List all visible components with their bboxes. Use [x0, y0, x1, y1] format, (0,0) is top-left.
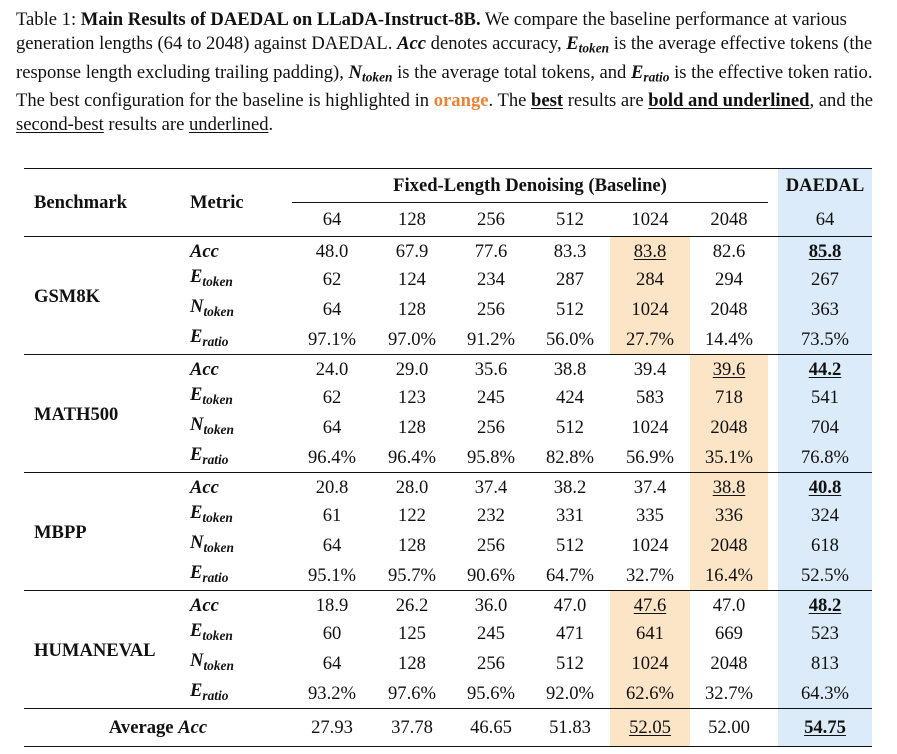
cell-acc: 29.0	[395, 359, 429, 381]
spacer	[768, 560, 778, 591]
orange-word: orange	[433, 90, 489, 112]
cell-etoken: 122	[398, 504, 426, 526]
caption-text: results are	[563, 90, 649, 112]
spacer	[768, 412, 778, 442]
cell-eratio: 95.7%	[387, 564, 437, 586]
cell-ntoken: 64	[322, 534, 342, 556]
metric-subscript: token	[203, 540, 234, 556]
cell-eratio: 97.6%	[387, 682, 437, 704]
metric-acc	[186, 473, 292, 501]
e-symbol: E	[566, 33, 579, 54]
cell-etoken: 234	[477, 268, 505, 290]
average-label: Average	[108, 717, 174, 739]
cell-acc: 38.8	[690, 473, 768, 501]
cell-eratio: 64.7%	[545, 564, 595, 586]
cell-etoken: 718	[690, 382, 768, 412]
caption-text: We compare the baseline performance at various generation lengths (64 to 2048) against DAEDAL.	[16, 9, 847, 54]
cell-acc: 83.3	[553, 241, 587, 262]
caption-text: , and the	[809, 90, 873, 112]
cell-ntoken: 2048	[690, 412, 768, 442]
cell-acc: 37.4	[474, 477, 508, 499]
cell-ntoken: 512	[556, 534, 584, 556]
cell-etoken: 123	[398, 386, 426, 408]
daedal-cell-etoken: 267	[778, 264, 872, 294]
daedal-cell-eratio: 73.5%	[778, 324, 872, 355]
table-caption	[16, 8, 882, 137]
cell-etoken: 471	[556, 622, 584, 644]
metric-eratio	[186, 560, 292, 591]
acc-symbol: Acc	[397, 33, 427, 54]
metric-symbol: Acc	[190, 477, 219, 499]
average-value: 46.65	[470, 717, 512, 739]
metric-eratio	[186, 324, 292, 355]
cell-eratio: 93.2%	[307, 682, 357, 704]
cell-ntoken: 64	[322, 416, 342, 438]
daedal-group-header: DAEDAL	[778, 169, 872, 203]
cell-eratio: 97.0%	[387, 328, 437, 350]
cell-etoken: 669	[715, 622, 743, 644]
daedal-length-header: 64	[778, 203, 872, 237]
cell-acc: 38.8	[553, 359, 587, 381]
cell-ntoken: 1024	[610, 294, 690, 324]
benchmark-name: HUMANEVAL	[34, 640, 156, 662]
cell-etoken: 232	[477, 504, 505, 526]
token-subscript: token	[361, 69, 393, 85]
cell-acc: 83.8	[610, 237, 690, 265]
daedal-cell-acc: 85.8	[778, 237, 872, 265]
cell-eratio: 95.8%	[466, 446, 516, 468]
metric-symbol: E	[190, 384, 203, 406]
metric-ntoken	[186, 412, 292, 442]
spacer	[768, 324, 778, 355]
caption-text: . The	[488, 90, 532, 112]
caption-text: is the effective token ratio. The best configuration for the baseline is highlighted in	[16, 61, 873, 112]
second-best-word: second-best	[16, 114, 104, 136]
daedal-cell-eratio: 64.3%	[778, 678, 872, 709]
baseline-group-header: Fixed-Length Denoising (Baseline)	[292, 169, 768, 203]
average-value-best: 54.75	[778, 709, 872, 747]
metric-ntoken	[186, 530, 292, 560]
cell-acc: 82.6	[712, 241, 746, 262]
caption-text: results are	[103, 114, 189, 136]
cell-acc: 67.9	[395, 241, 429, 262]
cell-ntoken: 512	[556, 652, 584, 674]
cell-acc: 37.4	[633, 477, 667, 499]
spacer	[768, 530, 778, 560]
metric-etoken	[186, 382, 292, 412]
cell-ntoken: 256	[477, 652, 505, 674]
spacer	[768, 237, 778, 265]
caption-text: is the average total tokens, and	[392, 61, 631, 83]
cell-etoken: 336	[690, 500, 768, 530]
metric-symbol: E	[190, 502, 203, 524]
cell-acc: 35.6	[474, 359, 508, 381]
cell-eratio: 32.7%	[625, 564, 675, 586]
cell-acc: 77.6	[474, 241, 508, 262]
metric-acc	[186, 591, 292, 619]
metric-symbol: N	[190, 296, 204, 318]
cell-ntoken: 128	[398, 416, 426, 438]
metric-symbol: N	[190, 650, 204, 672]
metric-ntoken	[186, 294, 292, 324]
metric-acc	[186, 237, 292, 265]
cell-etoken: 62	[322, 386, 342, 408]
cell-acc: 26.2	[395, 595, 429, 617]
cell-eratio: 96.4%	[387, 446, 437, 468]
daedal-cell-ntoken: 363	[778, 294, 872, 324]
cell-eratio: 14.4%	[704, 328, 754, 350]
cell-eratio: 92.0%	[545, 682, 595, 704]
length-header: 512	[556, 209, 584, 230]
metric-symbol: N	[190, 414, 204, 436]
cell-eratio: 62.6%	[610, 678, 690, 709]
metric-subscript: ratio	[202, 688, 229, 704]
average-value: 52.00	[708, 717, 750, 739]
average-value: 51.83	[549, 717, 591, 739]
cell-ntoken: 1024	[610, 648, 690, 678]
best-word: best	[531, 90, 564, 112]
n-symbol: N	[348, 61, 362, 83]
metric-subscript: token	[203, 304, 234, 320]
daedal-cell-ntoken: 813	[778, 648, 872, 678]
metric-subscript: token	[202, 510, 233, 526]
average-value-second-best: 52.05	[610, 709, 690, 747]
daedal-cell-eratio: 52.5%	[778, 560, 872, 591]
cell-acc: 48.0	[315, 241, 349, 262]
spacer	[768, 355, 778, 383]
average-value: 37.78	[391, 717, 433, 739]
length-header: 256	[477, 209, 505, 230]
cell-ntoken: 1024	[631, 416, 669, 438]
spacer	[768, 678, 778, 709]
cell-ntoken: 64	[322, 298, 342, 320]
daedal-cell-eratio: 76.8%	[778, 442, 872, 473]
caption-title: Main Results of DAEDAL on LLaDA-Instruct-8B.	[80, 9, 481, 30]
metric-acc	[186, 355, 292, 383]
length-header: 2048	[710, 209, 748, 230]
daedal-cell-ntoken: 704	[778, 412, 872, 442]
cell-ntoken: 1024	[631, 534, 669, 556]
metric-subscript: token	[202, 628, 233, 644]
length-header: 128	[398, 209, 426, 230]
spacer	[768, 618, 778, 648]
cell-ntoken: 64	[322, 652, 342, 674]
metric-subscript: ratio	[202, 452, 229, 468]
spacer	[768, 473, 778, 501]
metric-symbol: E	[190, 266, 203, 287]
cell-eratio: 95.6%	[466, 682, 516, 704]
cell-ntoken: 128	[398, 298, 426, 320]
metric-symbol: Acc	[190, 241, 219, 262]
metric-subscript: token	[202, 392, 233, 408]
benchmark-name: MATH500	[34, 404, 119, 426]
metric-subscript: token	[202, 274, 233, 290]
cell-ntoken: 2048	[690, 530, 768, 560]
cell-ntoken: 128	[398, 652, 426, 674]
spacer	[768, 382, 778, 412]
cell-ntoken: 2048	[710, 652, 748, 674]
length-header: 1024	[631, 209, 669, 230]
cell-eratio: 90.6%	[466, 564, 516, 586]
cell-eratio: 56.0%	[545, 328, 595, 350]
benchmark-name: MBPP	[34, 522, 87, 544]
cell-etoken: 641	[610, 618, 690, 648]
cell-acc: 47.0	[712, 595, 746, 617]
cell-eratio: 32.7%	[704, 682, 754, 704]
cell-etoken: 287	[556, 268, 584, 290]
spacer	[768, 500, 778, 530]
cell-eratio: 91.2%	[466, 328, 516, 350]
caption-text: .	[268, 114, 274, 136]
cell-etoken: 60	[322, 622, 342, 644]
cell-eratio: 16.4%	[690, 560, 768, 591]
cell-eratio: 95.1%	[307, 564, 357, 586]
cell-acc: 28.0	[395, 477, 429, 499]
caption-text: is the average effective tokens (the response length excluding trailing padding),	[16, 33, 873, 83]
results-table-container	[24, 168, 872, 747]
daedal-cell-etoken: 541	[778, 382, 872, 412]
cell-ntoken: 256	[477, 298, 505, 320]
cell-etoken: 294	[715, 268, 743, 290]
cell-ntoken: 256	[477, 416, 505, 438]
cell-etoken: 331	[556, 504, 584, 526]
cell-ntoken: 128	[398, 534, 426, 556]
results-table	[24, 168, 872, 747]
cell-etoken: 245	[477, 622, 505, 644]
spacer	[768, 294, 778, 324]
average-acc-symbol: Acc	[178, 717, 208, 739]
daedal-cell-acc: 48.2	[778, 591, 872, 619]
ratio-subscript: ratio	[643, 69, 670, 85]
metric-subscript: ratio	[202, 334, 229, 350]
metric-symbol: E	[190, 680, 203, 702]
spacer	[768, 709, 778, 747]
length-header: 64	[322, 209, 342, 230]
daedal-cell-etoken: 523	[778, 618, 872, 648]
col-metric-header: Metric	[190, 192, 244, 213]
metric-subscript: token	[203, 422, 234, 438]
spacer	[768, 264, 778, 294]
metric-subscript: ratio	[202, 570, 229, 586]
underlined-word: underlined	[188, 114, 269, 136]
metric-ntoken	[186, 648, 292, 678]
cell-etoken: 583	[636, 386, 664, 408]
cell-etoken: 62	[322, 268, 342, 290]
metric-symbol: Acc	[190, 595, 219, 617]
benchmark-name: GSM8K	[34, 286, 101, 308]
metric-symbol: Acc	[190, 359, 219, 381]
metric-symbol: E	[190, 326, 203, 348]
metric-symbol: E	[190, 444, 203, 466]
token-subscript: token	[578, 40, 610, 56]
cell-ntoken: 2048	[710, 298, 748, 320]
col-benchmark-header: Benchmark	[34, 192, 127, 213]
metric-symbol: N	[190, 532, 204, 554]
metric-etoken	[186, 500, 292, 530]
spacer	[768, 169, 778, 203]
cell-etoken: 125	[398, 622, 426, 644]
metric-eratio	[186, 442, 292, 473]
cell-eratio: 35.1%	[690, 442, 768, 473]
cell-etoken: 61	[322, 504, 342, 526]
cell-eratio: 97.1%	[307, 328, 357, 350]
spacer	[768, 203, 778, 237]
average-value: 27.93	[311, 717, 353, 739]
cell-etoken: 335	[636, 504, 664, 526]
cell-acc: 36.0	[474, 595, 508, 617]
cell-ntoken: 256	[477, 534, 505, 556]
cell-etoken: 284	[610, 264, 690, 294]
cell-acc: 47.0	[553, 595, 587, 617]
cell-acc: 39.6	[690, 355, 768, 383]
cell-etoken: 124	[398, 268, 426, 290]
daedal-cell-etoken: 324	[778, 500, 872, 530]
caption-label: Table 1:	[16, 9, 77, 30]
metric-eratio	[186, 678, 292, 709]
cell-etoken: 424	[556, 386, 584, 408]
cell-acc: 18.9	[315, 595, 349, 617]
cell-eratio: 82.8%	[545, 446, 595, 468]
daedal-cell-ntoken: 618	[778, 530, 872, 560]
spacer	[768, 591, 778, 619]
average-acc-label	[24, 709, 292, 747]
cell-eratio: 56.9%	[625, 446, 675, 468]
cell-acc: 38.2	[553, 477, 587, 499]
spacer	[768, 442, 778, 473]
metric-symbol: E	[190, 562, 203, 584]
caption-text: denotes accuracy,	[426, 33, 567, 54]
cell-eratio: 96.4%	[307, 446, 357, 468]
cell-acc: 39.4	[633, 359, 667, 381]
cell-ntoken: 512	[556, 416, 584, 438]
cell-acc: 24.0	[315, 359, 349, 381]
daedal-cell-acc: 40.8	[778, 473, 872, 501]
metric-subscript: token	[203, 658, 234, 674]
daedal-cell-acc: 44.2	[778, 355, 872, 383]
metric-symbol: E	[190, 620, 203, 642]
e-symbol: E	[631, 61, 644, 83]
bold-underlined-phrase: bold and underlined	[648, 90, 810, 112]
cell-ntoken: 512	[556, 298, 584, 320]
spacer	[768, 648, 778, 678]
cell-acc: 47.6	[610, 591, 690, 619]
cell-etoken: 245	[477, 386, 505, 408]
metric-etoken	[186, 618, 292, 648]
cell-acc: 20.8	[315, 477, 349, 499]
metric-etoken	[186, 264, 292, 294]
cell-eratio: 27.7%	[610, 324, 690, 355]
